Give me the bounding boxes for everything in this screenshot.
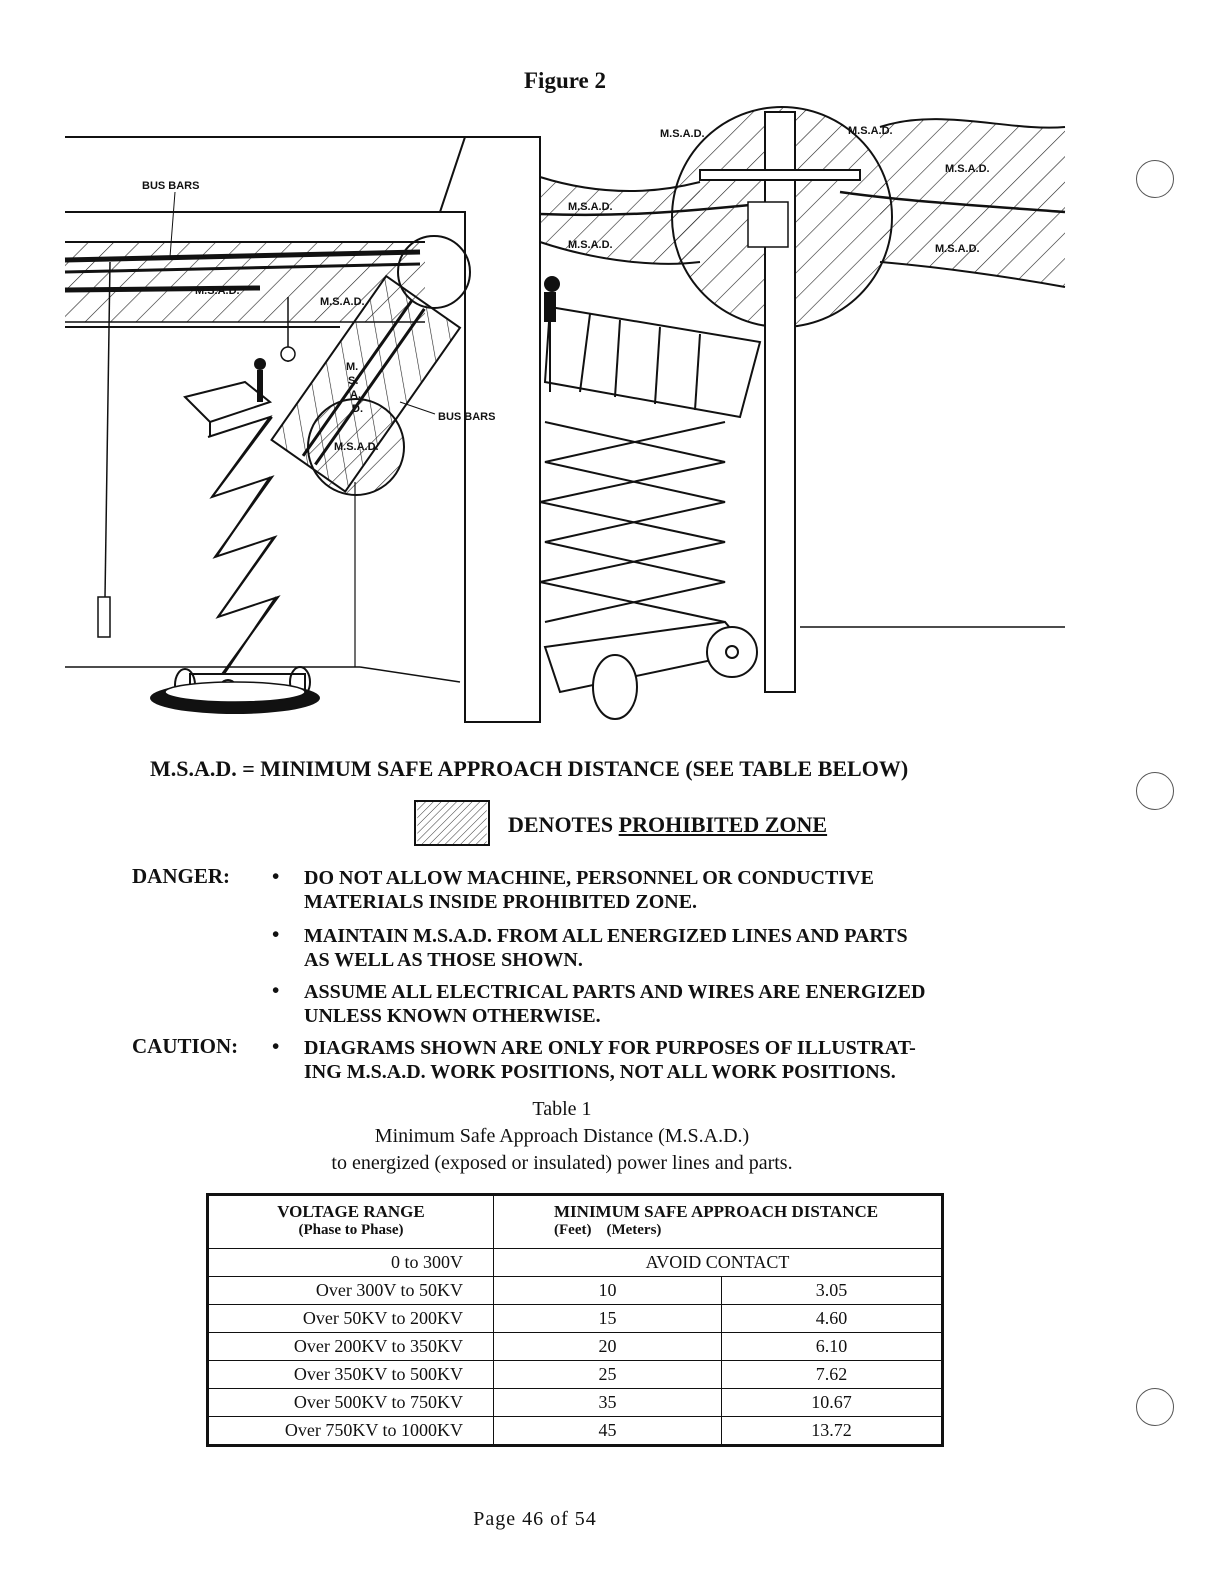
danger-label: DANGER: [132,864,230,888]
danger-item-2-line-2: AS WELL AS THOSE SHOWN. [304,949,583,971]
table-row [208,1333,943,1361]
msad-label-2: M.S.A.D. [320,296,365,308]
msad-label-7: M.S.A.D. [568,201,613,213]
header-voltage-sub: (Phase to Phase) [298,1222,404,1238]
msad-table [206,1193,944,1447]
binder-hole-bottom [1136,1388,1174,1426]
table-row [208,1417,943,1446]
prohibited-zone-swatch [414,800,490,846]
danger-item-1-line-1: DO NOT ALLOW MACHINE, PERSONNEL OR CONDUCTIVE [304,867,874,889]
header-units [554,1222,935,1239]
range-cell: Over 350KV to 500KV [208,1361,494,1389]
feet-cell: 25 [494,1361,722,1389]
msad-label-8: M.S.A.D. [568,239,613,251]
danger-item-3-line-2: UNLESS KNOWN OTHERWISE. [304,1005,601,1027]
table-row [208,1389,943,1417]
header-meters: (Meters) [606,1222,662,1238]
danger-item-1-line-2: MATERIALS INSIDE PROHIBITED ZONE. [304,891,698,913]
msad-label-4: M.S.A.D. [660,128,705,140]
meters-cell: 7.62 [722,1361,943,1389]
header-voltage [208,1195,494,1249]
msad-vert-2: S. [348,375,359,387]
danger-item-3-line-1: ASSUME ALL ELECTRICAL PARTS AND WIRES ARE ENERGIZED [304,981,926,1003]
bus-bars-label-top: BUS BARS [142,180,200,192]
legend-underlined: PROHIBITED ZONE [618,812,828,837]
danger-item-2-line-1: MAINTAIN M.S.A.D. FROM ALL ENERGIZED LINES AND PARTS [304,925,908,947]
feet-cell: 20 [494,1333,722,1361]
range-cell: Over 500KV to 750KV [208,1389,494,1417]
bullet: • [272,1034,280,1058]
caution-item-1-line-2: ING M.S.A.D. WORK POSITIONS, NOT ALL WORK POSITIONS. [304,1061,896,1083]
msad-vert-3: A. [350,389,361,401]
msad-label-5: M.S.A.D. [848,125,893,137]
meters-cell: 3.05 [722,1277,943,1305]
bullet: • [272,922,280,946]
header-feet: (Feet) [554,1222,592,1238]
msad-definition: M.S.A.D. = MINIMUM SAFE APPROACH DISTANCE (SEE TABLE BELOW) [150,756,909,781]
binder-hole-top [1136,160,1174,198]
figure-2-illustration [60,92,1070,742]
legend-text [508,812,827,838]
legend-prefix: DENOTES [508,812,619,837]
range-cell: Over 300V to 50KV [208,1277,494,1305]
binder-hole-middle [1136,772,1174,810]
danger-item-1 [304,866,1004,914]
bullet: • [272,978,280,1002]
avoid-contact-cell: AVOID CONTACT [494,1249,943,1277]
msad-vert-4: D. [352,403,363,415]
meters-cell: 13.72 [722,1417,943,1446]
meters-cell: 4.60 [722,1305,943,1333]
danger-item-2 [304,924,1004,972]
table-subtitle-1: Minimum Safe Approach Distance (M.S.A.D.) [374,1125,750,1147]
table-row [208,1277,943,1305]
table-row [208,1305,943,1333]
range-cell: Over 50KV to 200KV [208,1305,494,1333]
table-subtitle-2: to energized (exposed or insulated) power lines and parts. [331,1152,793,1174]
msad-label-9: M.S.A.D. [935,243,980,255]
feet-cell: 35 [494,1389,722,1417]
caution-label: CAUTION: [132,1034,239,1058]
range-cell: 0 to 300V [208,1249,494,1277]
feet-cell: 45 [494,1417,722,1446]
msad-label-3: M.S.A.D. [334,441,379,453]
header-voltage-title: VOLTAGE RANGE [277,1202,425,1221]
range-cell: Over 200KV to 350KV [208,1333,494,1361]
msad-label-6: M.S.A.D. [945,163,990,175]
table-row [208,1249,943,1277]
feet-cell: 15 [494,1305,722,1333]
header-distance-title: MINIMUM SAFE APPROACH DISTANCE [554,1202,879,1221]
msad-label-1: M.S.A.D. [195,285,240,297]
outdoor-scene [540,107,1065,719]
table-title: Table 1 [532,1098,592,1120]
danger-item-3 [304,980,1004,1028]
table-row [208,1361,943,1389]
bus-bars-label-side: BUS BARS [438,411,496,423]
header-distance [494,1195,943,1249]
meters-cell: 6.10 [722,1333,943,1361]
caution-item-1-line-1: DIAGRAMS SHOWN ARE ONLY FOR PURPOSES OF ILLUSTRAT- [304,1037,916,1059]
bullet: • [272,864,280,888]
table-header-row [208,1195,943,1249]
figure-title: Figure 2 [524,68,606,93]
feet-cell: 10 [494,1277,722,1305]
page-number: Page 46 of 54 [473,1508,597,1530]
indoor-scene [65,137,540,722]
caution-item-1 [304,1036,1004,1084]
msad-vert-1: M. [346,361,359,373]
range-cell: Over 750KV to 1000KV [208,1417,494,1446]
meters-cell: 10.67 [722,1389,943,1417]
